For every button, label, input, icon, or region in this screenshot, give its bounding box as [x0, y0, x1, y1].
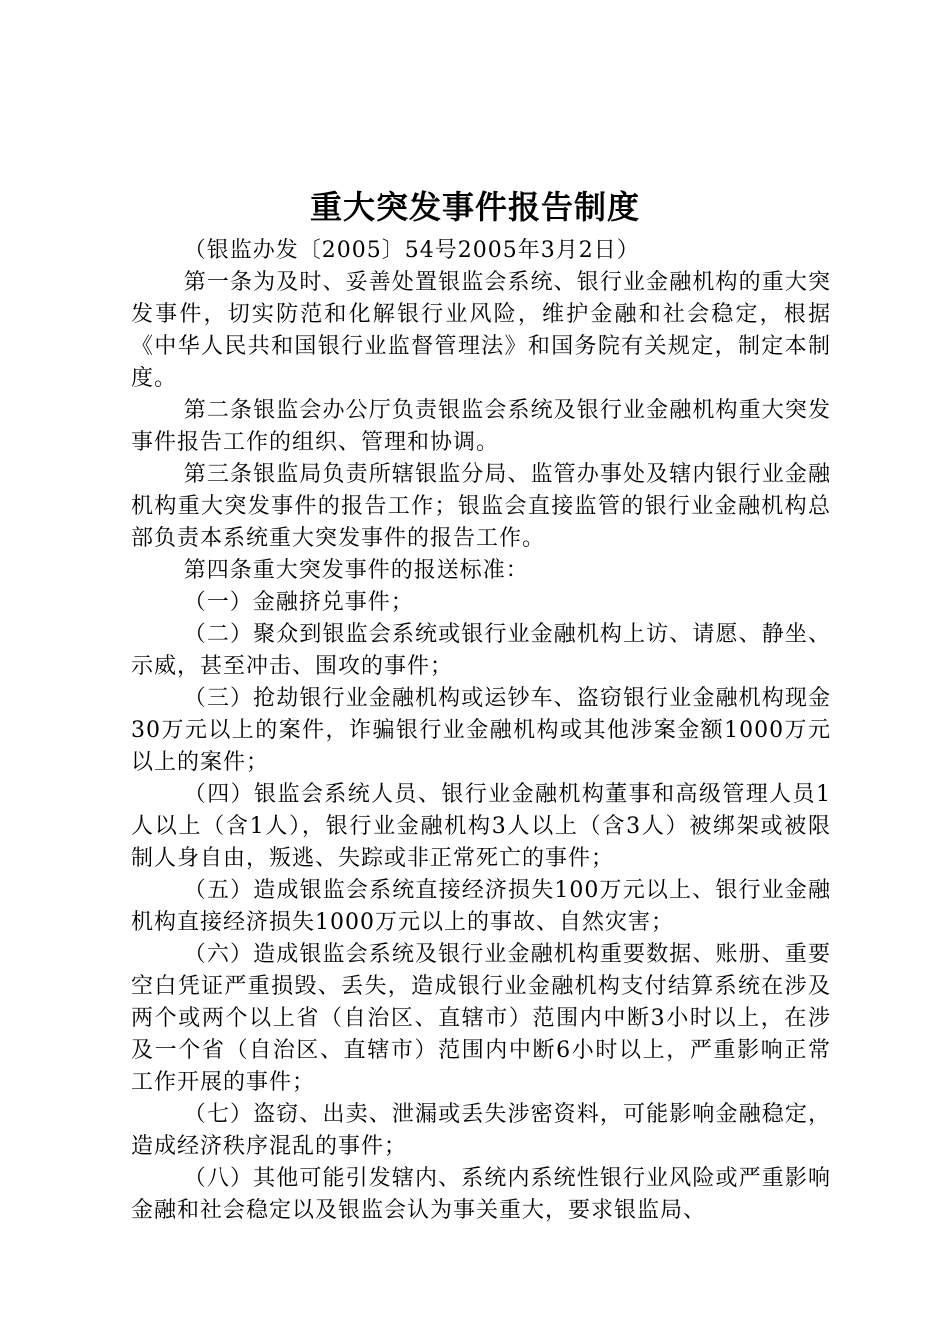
item-2: （二）聚众到银监会系统或银行业金融机构上访、请愿、静坐、示威，甚至冲击、围攻的事件；	[131, 622, 831, 679]
item-6: （六）造成银监会系统及银行业金融机构重要数据、账册、重要空白凭证严重损毁、丢失，造成银行业金融机构支付结算系统在涉及两个或两个以上省（自治区、直辖市）范围内中断3小时以上，在涉及一个省（自治区、直辖市）范围内中断6小时以上，严重影响正常工作开展的事件；	[131, 942, 831, 1095]
item-5: （五）造成银监会系统直接经济损失100万元以上、银行业金融机构直接经济损失1000万元以上的事故、自然灾害；	[131, 878, 831, 935]
article-2: 第二条银监会办公厅负责银监会系统及银行业金融机构重大突发事件报告工作的组织、管理和协调。	[131, 398, 831, 455]
item-8: （八）其他可能引发辖内、系统内系统性银行业风险或严重影响金融和社会稳定以及银监会认为事关重大，要求银监局、	[131, 1166, 831, 1223]
item-7: （七）盗窃、出卖、泄漏或丢失涉密资料，可能影响金融稳定，造成经济秩序混乱的事件；	[131, 1102, 831, 1159]
item-3: （三）抢劫银行业金融机构或运钞车、盗窃银行业金融机构现金30万元以上的案件，诈骗银行业金融机构或其他涉案金额1000万元以上的案件；	[131, 686, 831, 775]
article-1: 第一条为及时、妥善处置银监会系统、银行业金融机构的重大突发事件，切实防范和化解银行业风险，维护金融和社会稳定，根据《中华人民共和国银行业监督管理法》和国务院有关规定，制定本制度。	[131, 270, 831, 391]
article-3: 第三条银监局负责所辖银监分局、监管办事处及辖内银行业金融机构重大突发事件的报告工作；银监会直接监管的银行业金融机构总部负责本系统重大突发事件的报告工作。	[131, 462, 831, 551]
article-4: 第四条重大突发事件的报送标准：	[183, 558, 529, 583]
item-1: （一）金融挤兑事件；	[183, 590, 414, 615]
document-body	[131, 235, 831, 1227]
item-4: （四）银监会系统人员、银行业金融机构董事和高级管理人员1人以上（含1人），银行业金融机构3人以上（含3人）被绑架或被限制人身自由，叛逃、失踪或非正常死亡的事件；	[131, 782, 831, 871]
document-reference: （银监办发〔2005〕54号2005年3月2日）	[183, 238, 640, 263]
document-title: 重大突发事件报告制度	[309, 188, 640, 226]
